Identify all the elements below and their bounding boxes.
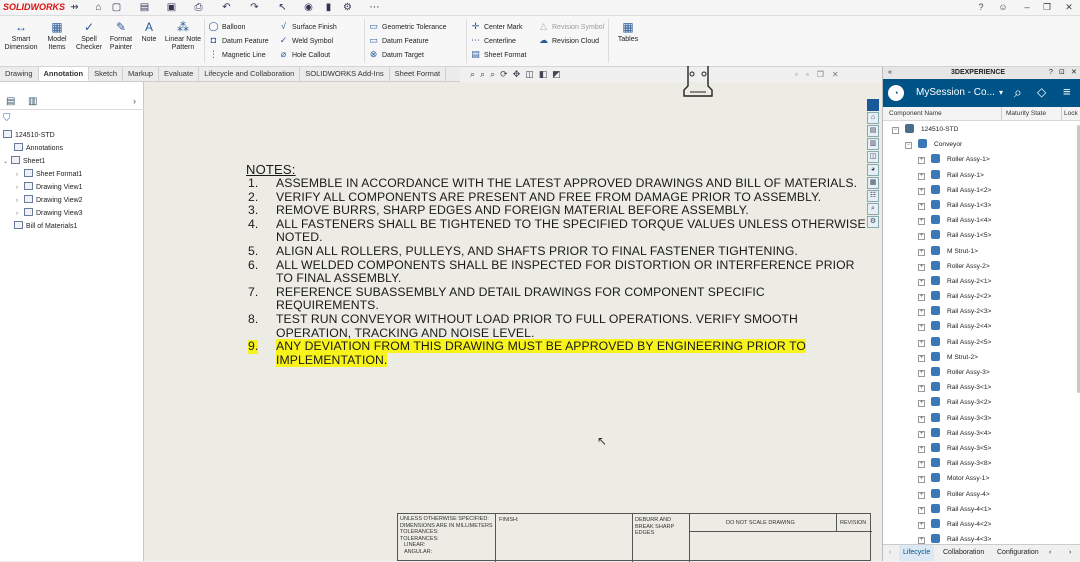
collapse-caret-icon[interactable]: ⌄ [3, 159, 9, 165]
tree-sheet[interactable]: ⌄ Sheet1 [3, 155, 83, 168]
assembly-icon [931, 170, 940, 179]
title-block[interactable] [397, 513, 871, 561]
expand-icon[interactable]: + [919, 187, 924, 194]
task-pane-tabs [865, 98, 881, 238]
expand-icon[interactable]: + [919, 476, 924, 483]
collapse-icon[interactable]: − [893, 127, 898, 133]
session-bar [883, 79, 1080, 107]
title-block-tolerance-cell: UNLESS OTHERWISE SPECIFIED: DIMENSIONS ARE IN MILLIMETERS TOLERANCES: TOLERANCES: LINEAR: ANGULAR: [398, 514, 496, 562]
component-row[interactable]: + Rail Assy-3<8> [919, 460, 992, 468]
tables-icon: ▦ [622, 20, 634, 34]
assembly-icon [918, 139, 927, 148]
datum-feature-icon: ◘ [210, 35, 217, 45]
component-table-header [883, 107, 1080, 121]
tab-solidworks-addins[interactable]: SOLIDWORKS Add-Ins [300, 67, 389, 81]
expand-icon[interactable]: + [919, 248, 924, 255]
assembly-icon [931, 489, 940, 498]
assembly-icon [931, 154, 940, 163]
tree-sheet-format[interactable]: › Sheet Format1 [3, 168, 83, 181]
tree-drawing-view[interactable]: › Drawing View1 [3, 181, 83, 194]
assembly-icon [931, 534, 940, 543]
geometric-tolerance-icon: ▭ [369, 21, 378, 31]
revision-symbol-button[interactable]: △ Revision Symbol [538, 19, 604, 33]
expand-icon[interactable]: + [919, 370, 924, 376]
collapse-icon[interactable]: − [906, 142, 911, 149]
feature-tree-icon[interactable]: ▤ [6, 96, 16, 107]
component-row[interactable]: + Rail Assy-1<2> [919, 186, 992, 194]
close-icon[interactable]: ✕ [1065, 2, 1073, 12]
center-mark-button[interactable]: ✛ Center Mark [471, 21, 523, 31]
expand-icon[interactable]: + [919, 385, 924, 392]
component-row[interactable]: + Roller Assy-3> [919, 369, 990, 376]
assembly-icon [931, 367, 940, 376]
note-button[interactable]: A Note [141, 20, 157, 43]
note-item: 2. VERIFY ALL COMPONENTS ARE PRESENT AND FREE FROM DAMAGE PRIOR TO ASSEMBLY. [248, 189, 822, 204]
drawing-view-icon [24, 208, 33, 216]
assembly-icon [931, 276, 940, 285]
window-minimize-icon[interactable]: ▫ [805, 70, 817, 79]
tab-lifecycle-collaboration[interactable]: Lifecycle and Collaboration [199, 67, 300, 81]
linear-note-pattern-icon: ⁂ [177, 20, 189, 34]
tag-icon[interactable]: ◇ [1037, 85, 1047, 99]
command-tabs [0, 67, 460, 82]
divider [836, 514, 837, 532]
expand-icon[interactable]: + [919, 430, 924, 437]
tree-annotations[interactable]: Annotations [3, 142, 83, 155]
separator [204, 19, 205, 63]
tree-root[interactable]: 124510-STD [3, 129, 83, 142]
drawing-view-fragment [680, 66, 720, 104]
restore-icon[interactable]: ❐ [1042, 2, 1052, 12]
centerline-button[interactable]: ⋯ Centerline [471, 35, 516, 45]
sheet-format-icon: ▤ [471, 49, 480, 59]
note-item: 8. TEST RUN CONVEYOR WITHOUT LOAD PRIOR TO FULL OPERATIONS. VERIFY SMOOTH OPERATION, TRACKING AND NOISE LEVEL. [248, 311, 798, 340]
3dexperience-tab-icon[interactable] [867, 99, 879, 111]
component-row[interactable]: + Rail Assy-3<3> [919, 414, 992, 422]
title-block-finish: FINISH: [499, 517, 519, 523]
component-row[interactable]: + Roller Assy-4> [919, 490, 990, 498]
component-row[interactable]: + Rail Assy-1<3> [919, 201, 992, 209]
user-avatar[interactable]: ◔ [888, 85, 904, 101]
title-block-header-row [690, 514, 872, 532]
filter-icon[interactable]: ⛉ [3, 113, 11, 124]
drawing-view-icon [24, 195, 33, 203]
component-assembly-row[interactable]: − Conveyor [906, 141, 963, 149]
toolbox-icon[interactable]: ⚙ [867, 216, 879, 228]
save-icon[interactable]: ▣ [166, 2, 177, 13]
datum-feature-icon: ▭ [369, 35, 378, 45]
component-row[interactable]: + Rail Assy-3<4> [919, 429, 992, 437]
note-item: 3. REMOVE BURRS, SHARP EDGES AND FOREIGN MATERIAL BEFORE ASSEMBLY. [248, 203, 749, 218]
component-row[interactable]: + Rail Assy-3<2> [919, 399, 992, 407]
component-tree [892, 122, 1078, 547]
options-gear-icon[interactable]: ⚙ [343, 2, 352, 13]
assembly-icon [931, 504, 940, 513]
model-items-icon: ▦ [51, 20, 63, 34]
feature-manager-toolbar [0, 94, 144, 110]
model-items-button[interactable]: ▦ Model Items [47, 20, 67, 51]
assembly-icon [931, 352, 940, 361]
component-row[interactable]: + M Strut-2> [919, 353, 978, 361]
expand-icon[interactable]: + [919, 202, 924, 209]
assembly-icon [931, 215, 940, 224]
centerline-icon: ⋯ [471, 35, 480, 45]
print-icon[interactable]: ⎙ [194, 2, 203, 13]
component-row[interactable]: + Rail Assy-1> [919, 171, 984, 179]
component-row[interactable]: + Rail Assy-4<3> [919, 536, 992, 544]
component-row[interactable]: + Rail Assy-2<3> [919, 308, 992, 316]
note-icon: A [144, 20, 153, 34]
expand-icon[interactable]: + [919, 461, 924, 468]
datum-feature-button[interactable]: ◘ Datum Feature [208, 33, 269, 47]
tab-annotation[interactable]: Annotation [39, 67, 90, 81]
scroll-left-icon[interactable]: ‹ [889, 549, 892, 556]
expand-caret-icon[interactable]: › [16, 172, 18, 178]
note-item: 5. ALIGN ALL ROLLERS, PULLEYS, AND SHAFTS PRIOR TO FINAL FASTENER TIGHTENING. [248, 243, 798, 258]
title-block-deburr-cell: DEBURR AND BREAK SHARP EDGES [632, 514, 690, 562]
assembly-icon [931, 458, 940, 467]
solidworks-forum-icon[interactable]: ☷ [867, 190, 879, 202]
expand-icon[interactable]: + [919, 309, 924, 316]
revision-label: REVISION [840, 520, 867, 526]
expand-icon[interactable]: + [919, 157, 924, 164]
tab-lifecycle[interactable]: Lifecycle [899, 545, 934, 561]
component-row[interactable]: + Roller Assy-2> [919, 262, 990, 270]
note-item: 4. ALL FASTENERS SHALL BE TIGHTENED TO THE SPECIFIED TORQUE VALUES UNLESS OTHERWISE NOTED. [248, 216, 866, 245]
note-item: 7. REFERENCE SUBASSEMBLY AND DETAIL DRAWINGS FOR COMPONENT SPECIFIC REQUIREMENTS. [248, 284, 765, 313]
assembly-icon [931, 413, 940, 422]
expand-icon[interactable]: + [919, 278, 924, 285]
previous-view-icon[interactable]: ⌕ [490, 69, 501, 79]
component-root-row[interactable]: − 124510-STD [893, 126, 959, 133]
heads-up-view-toolbar [470, 69, 566, 80]
notes-annotation[interactable] [246, 162, 866, 367]
component-list [892, 152, 1078, 547]
revision-cloud-icon: ☁ [539, 35, 548, 45]
column-maturity-state[interactable]: Maturity State [1006, 110, 1047, 117]
tab-drawing[interactable]: Drawing [0, 67, 39, 81]
tab-sketch[interactable]: Sketch [89, 67, 123, 81]
weld-symbol-icon: ✓ [279, 35, 288, 45]
assembly-icon [931, 261, 940, 270]
note-item: 6. ALL WELDED COMPONENTS SHALL BE INSPECTED FOR DISTORTION OR INTERFERENCE PRIOR TO FINAL ASSEMBLY. [248, 257, 855, 286]
expand-icon[interactable]: + [919, 339, 924, 346]
component-row[interactable]: + Rail Assy-3<1> [919, 384, 992, 392]
drawing-document-icon [3, 130, 12, 138]
assembly-icon [931, 200, 940, 209]
rebuild-icon[interactable]: ▮ [325, 2, 332, 13]
expand-panel-icon[interactable]: › [133, 96, 136, 106]
expand-icon[interactable]: + [919, 491, 924, 498]
collapse-panel-icon[interactable]: « [888, 69, 892, 76]
expand-icon[interactable]: + [919, 354, 924, 361]
window-restore-icon[interactable]: ❐ [816, 70, 832, 79]
panel-title: 3DEXPERIENCE [951, 69, 1006, 76]
expand-icon[interactable]: + [919, 324, 924, 331]
component-row[interactable]: + Rail Assy-3<5> [919, 444, 992, 452]
feature-manager-panel [0, 82, 144, 561]
assembly-icon [931, 246, 940, 255]
weld-symbol-button[interactable]: ✓ Weld Symbol [279, 35, 334, 45]
window-close-icon[interactable]: ✕ [831, 70, 847, 79]
panel-header [883, 67, 1080, 79]
tree-drawing-view[interactable]: › Drawing View2 [3, 194, 83, 207]
sheet-format-icon [24, 169, 33, 177]
search-icon[interactable]: ⌕ [1014, 84, 1022, 100]
component-row[interactable]: + Rail Assy-2<4> [919, 323, 992, 331]
expand-icon[interactable]: + [919, 233, 924, 240]
magnetic-line-icon: ⋮ [209, 49, 218, 59]
more-icon[interactable]: ⋯ [369, 2, 380, 13]
new-document-icon[interactable]: ▢ [111, 2, 122, 13]
assembly-icon [931, 185, 940, 194]
menu-icon[interactable]: ≡ [1063, 84, 1071, 99]
expand-icon[interactable]: + [919, 172, 924, 179]
revision-cloud-button[interactable]: ☁ Revision Cloud [539, 35, 600, 45]
pin-icon[interactable]: ⇸ [70, 2, 79, 13]
separator [466, 19, 467, 63]
view-orientation-icon[interactable]: ◫ [525, 69, 539, 79]
note-item: 1. ASSEMBLE IN ACCORDANCE WITH THE LATEST APPROVED DRAWINGS AND BILL OF MATERIALS. [248, 176, 858, 190]
appearances-icon[interactable]: ◕ [867, 164, 879, 176]
rotate-icon[interactable]: ⟳ [500, 69, 513, 79]
tables-button[interactable]: ▦ Tables [617, 20, 639, 43]
hole-callout-icon: ⌀ [280, 49, 287, 59]
separator [364, 19, 365, 63]
annotations-icon [14, 143, 23, 151]
format-painter-button[interactable]: ✎ Format Painter [109, 20, 133, 51]
file-explorer-icon[interactable]: ▥ [867, 138, 879, 150]
tree-bill-of-materials[interactable]: Bill of Materials1 [3, 220, 83, 233]
session-name[interactable]: MySession - Co... [916, 87, 995, 98]
session-dropdown-icon[interactable]: ▾ [999, 88, 1004, 97]
assembly-icon [931, 382, 940, 391]
scroll-right-icon[interactable]: › [1069, 549, 1072, 556]
format-painter-icon: ✎ [115, 20, 127, 34]
help-icon[interactable]: ? [978, 2, 984, 12]
datum-target-button[interactable]: ⊗ Datum Target [369, 49, 424, 59]
zoom-to-fit-icon[interactable]: ⌕ [470, 69, 481, 79]
tab-markup[interactable]: Markup [123, 67, 159, 81]
separator [608, 19, 609, 63]
panel-footer-tabs [883, 544, 1080, 561]
open-icon[interactable]: ▤ [139, 2, 150, 13]
component-row[interactable]: + Roller Assy-1> [919, 156, 990, 164]
custom-properties-icon[interactable]: ▦ [867, 177, 879, 189]
expand-icon[interactable]: + [919, 218, 924, 225]
component-row[interactable]: + Rail Assy-2<2> [919, 293, 992, 301]
tab-evaluate[interactable]: Evaluate [159, 67, 199, 81]
component-row[interactable]: + Rail Assy-2<1> [919, 277, 992, 285]
property-manager-icon[interactable]: ▥ [28, 96, 38, 107]
zoom-area-icon[interactable]: ⌕ [480, 69, 491, 79]
assembly-icon [931, 519, 940, 528]
3dexperience-panel [882, 67, 1080, 561]
assembly-icon [931, 321, 940, 330]
assembly-icon [931, 428, 940, 437]
expand-caret-icon[interactable]: › [16, 185, 18, 191]
solidworks-logo: SOLIDWORKS [3, 2, 65, 12]
title-bar [0, 0, 1080, 16]
design-library-icon[interactable]: ▤ [867, 125, 879, 137]
expand-caret-icon[interactable]: › [16, 211, 18, 217]
expand-icon[interactable]: + [919, 506, 924, 513]
traffic-light-icon[interactable]: ◉ [304, 2, 313, 13]
divider [1061, 107, 1062, 121]
notes-title: NOTES: [246, 162, 296, 177]
column-lock[interactable]: Lock [1064, 110, 1078, 117]
pin-icon[interactable]: ⊡ [1059, 69, 1065, 76]
assembly-icon [931, 306, 940, 315]
assembly-icon [931, 291, 940, 300]
search-tab-icon[interactable]: ⌕ [867, 203, 879, 215]
do-not-scale-label: DO NOT SCALE DRAWING [726, 520, 795, 526]
assembly-icon [931, 230, 940, 239]
home-icon[interactable]: ⌂ [95, 2, 102, 13]
center-mark-icon: ✛ [471, 21, 480, 31]
redo-icon[interactable]: ↷ [250, 2, 259, 13]
component-row[interactable]: + Rail Assy-1<4> [919, 217, 992, 225]
note-item-highlighted: 9. ANY DEVIATION FROM THIS DRAWING MUST BE APPROVED BY ENGINEERING PRIOR TO IMPLEMENTATION. [248, 339, 806, 367]
pan-icon[interactable]: ✥ [512, 69, 526, 79]
component-row[interactable]: + Rail Assy-2<5> [919, 338, 992, 346]
datum-target-icon: ⊗ [369, 49, 378, 59]
expand-icon[interactable]: + [919, 400, 924, 407]
expand-icon[interactable]: + [919, 445, 924, 452]
minimize-icon[interactable]: – [1024, 2, 1030, 12]
tab-configuration[interactable]: Configuration [997, 549, 1039, 556]
help-icon[interactable]: ? [1049, 69, 1053, 76]
assembly-icon [931, 397, 940, 406]
column-component-name[interactable]: Component Name [889, 110, 942, 117]
expand-icon[interactable]: + [919, 415, 924, 422]
assembly-icon [931, 337, 940, 346]
expand-icon[interactable]: + [919, 521, 924, 528]
component-row[interactable]: + M Strut-1> [919, 247, 978, 255]
linear-note-pattern-button[interactable]: ⁂ Linear Note Pattern [164, 20, 202, 51]
drawing-icon [905, 124, 914, 133]
scroll-left-icon[interactable]: ‹ [1049, 549, 1052, 556]
expand-icon[interactable]: + [919, 537, 924, 544]
expand-caret-icon[interactable]: › [16, 198, 18, 204]
smart-dimension-button[interactable]: ↔ Smart Dimension [4, 20, 38, 51]
surface-finish-button[interactable]: √ Surface Finish [278, 19, 337, 33]
expand-icon[interactable]: + [919, 294, 924, 301]
select-icon[interactable]: ↖ [278, 2, 287, 13]
drawing-view-icon [24, 182, 33, 190]
hole-callout-button[interactable]: ⌀ Hole Callout [278, 47, 337, 61]
smart-dimension-icon: ↔ [15, 20, 27, 34]
spell-checker-icon: ✓ [83, 20, 95, 34]
view-palette-icon[interactable]: ◫ [867, 151, 879, 163]
hide-show-icon[interactable]: ◩ [552, 69, 566, 79]
assembly-icon [931, 443, 940, 452]
tab-collaboration[interactable]: Collaboration [943, 549, 985, 556]
tree-drawing-view[interactable]: › Drawing View3 [3, 207, 83, 220]
undo-icon[interactable]: ↶ [222, 2, 231, 13]
table-icon [14, 221, 23, 229]
resources-icon[interactable]: ⌂ [867, 112, 879, 124]
component-row[interactable]: + Rail Assy-1<5> [919, 232, 992, 240]
component-row[interactable]: + Motor Assy-1> [919, 475, 990, 483]
divider [1001, 107, 1002, 121]
sheet-icon [11, 156, 20, 164]
close-icon[interactable]: ✕ [1071, 69, 1077, 76]
component-row[interactable]: + Rail Assy-4<2> [919, 520, 992, 528]
balloon-button[interactable]: ◯ Balloon [208, 21, 246, 31]
assembly-icon [931, 473, 940, 482]
expand-icon[interactable]: + [919, 263, 924, 270]
revision-symbol-icon: △ [540, 21, 547, 31]
user-icon[interactable]: ☺ [998, 2, 1008, 12]
balloon-icon: ◯ [208, 21, 219, 31]
geometric-tolerance-button[interactable]: ▭ Geometric Tolerance [369, 21, 447, 31]
magnetic-line-button[interactable]: ⋮ Magnetic Line [209, 49, 266, 59]
command-manager-ribbon [0, 16, 1080, 67]
display-style-icon[interactable]: ◧ [538, 69, 553, 79]
sheet-format-button[interactable]: ▤ Sheet Format [471, 49, 527, 59]
surface-finish-icon: √ [281, 21, 286, 31]
window-tile-icon[interactable]: ▫ [795, 70, 806, 79]
tab-sheet-format[interactable]: Sheet Format [390, 67, 446, 81]
mouse-cursor-icon: ↖ [597, 434, 608, 448]
spell-checker-button[interactable]: ✓ Spell Checker [75, 20, 103, 51]
component-row[interactable]: + Rail Assy-4<1> [919, 505, 992, 513]
document-window-controls [795, 70, 847, 79]
datum-feature-button-2[interactable]: ▭ Datum Feature [369, 35, 429, 45]
